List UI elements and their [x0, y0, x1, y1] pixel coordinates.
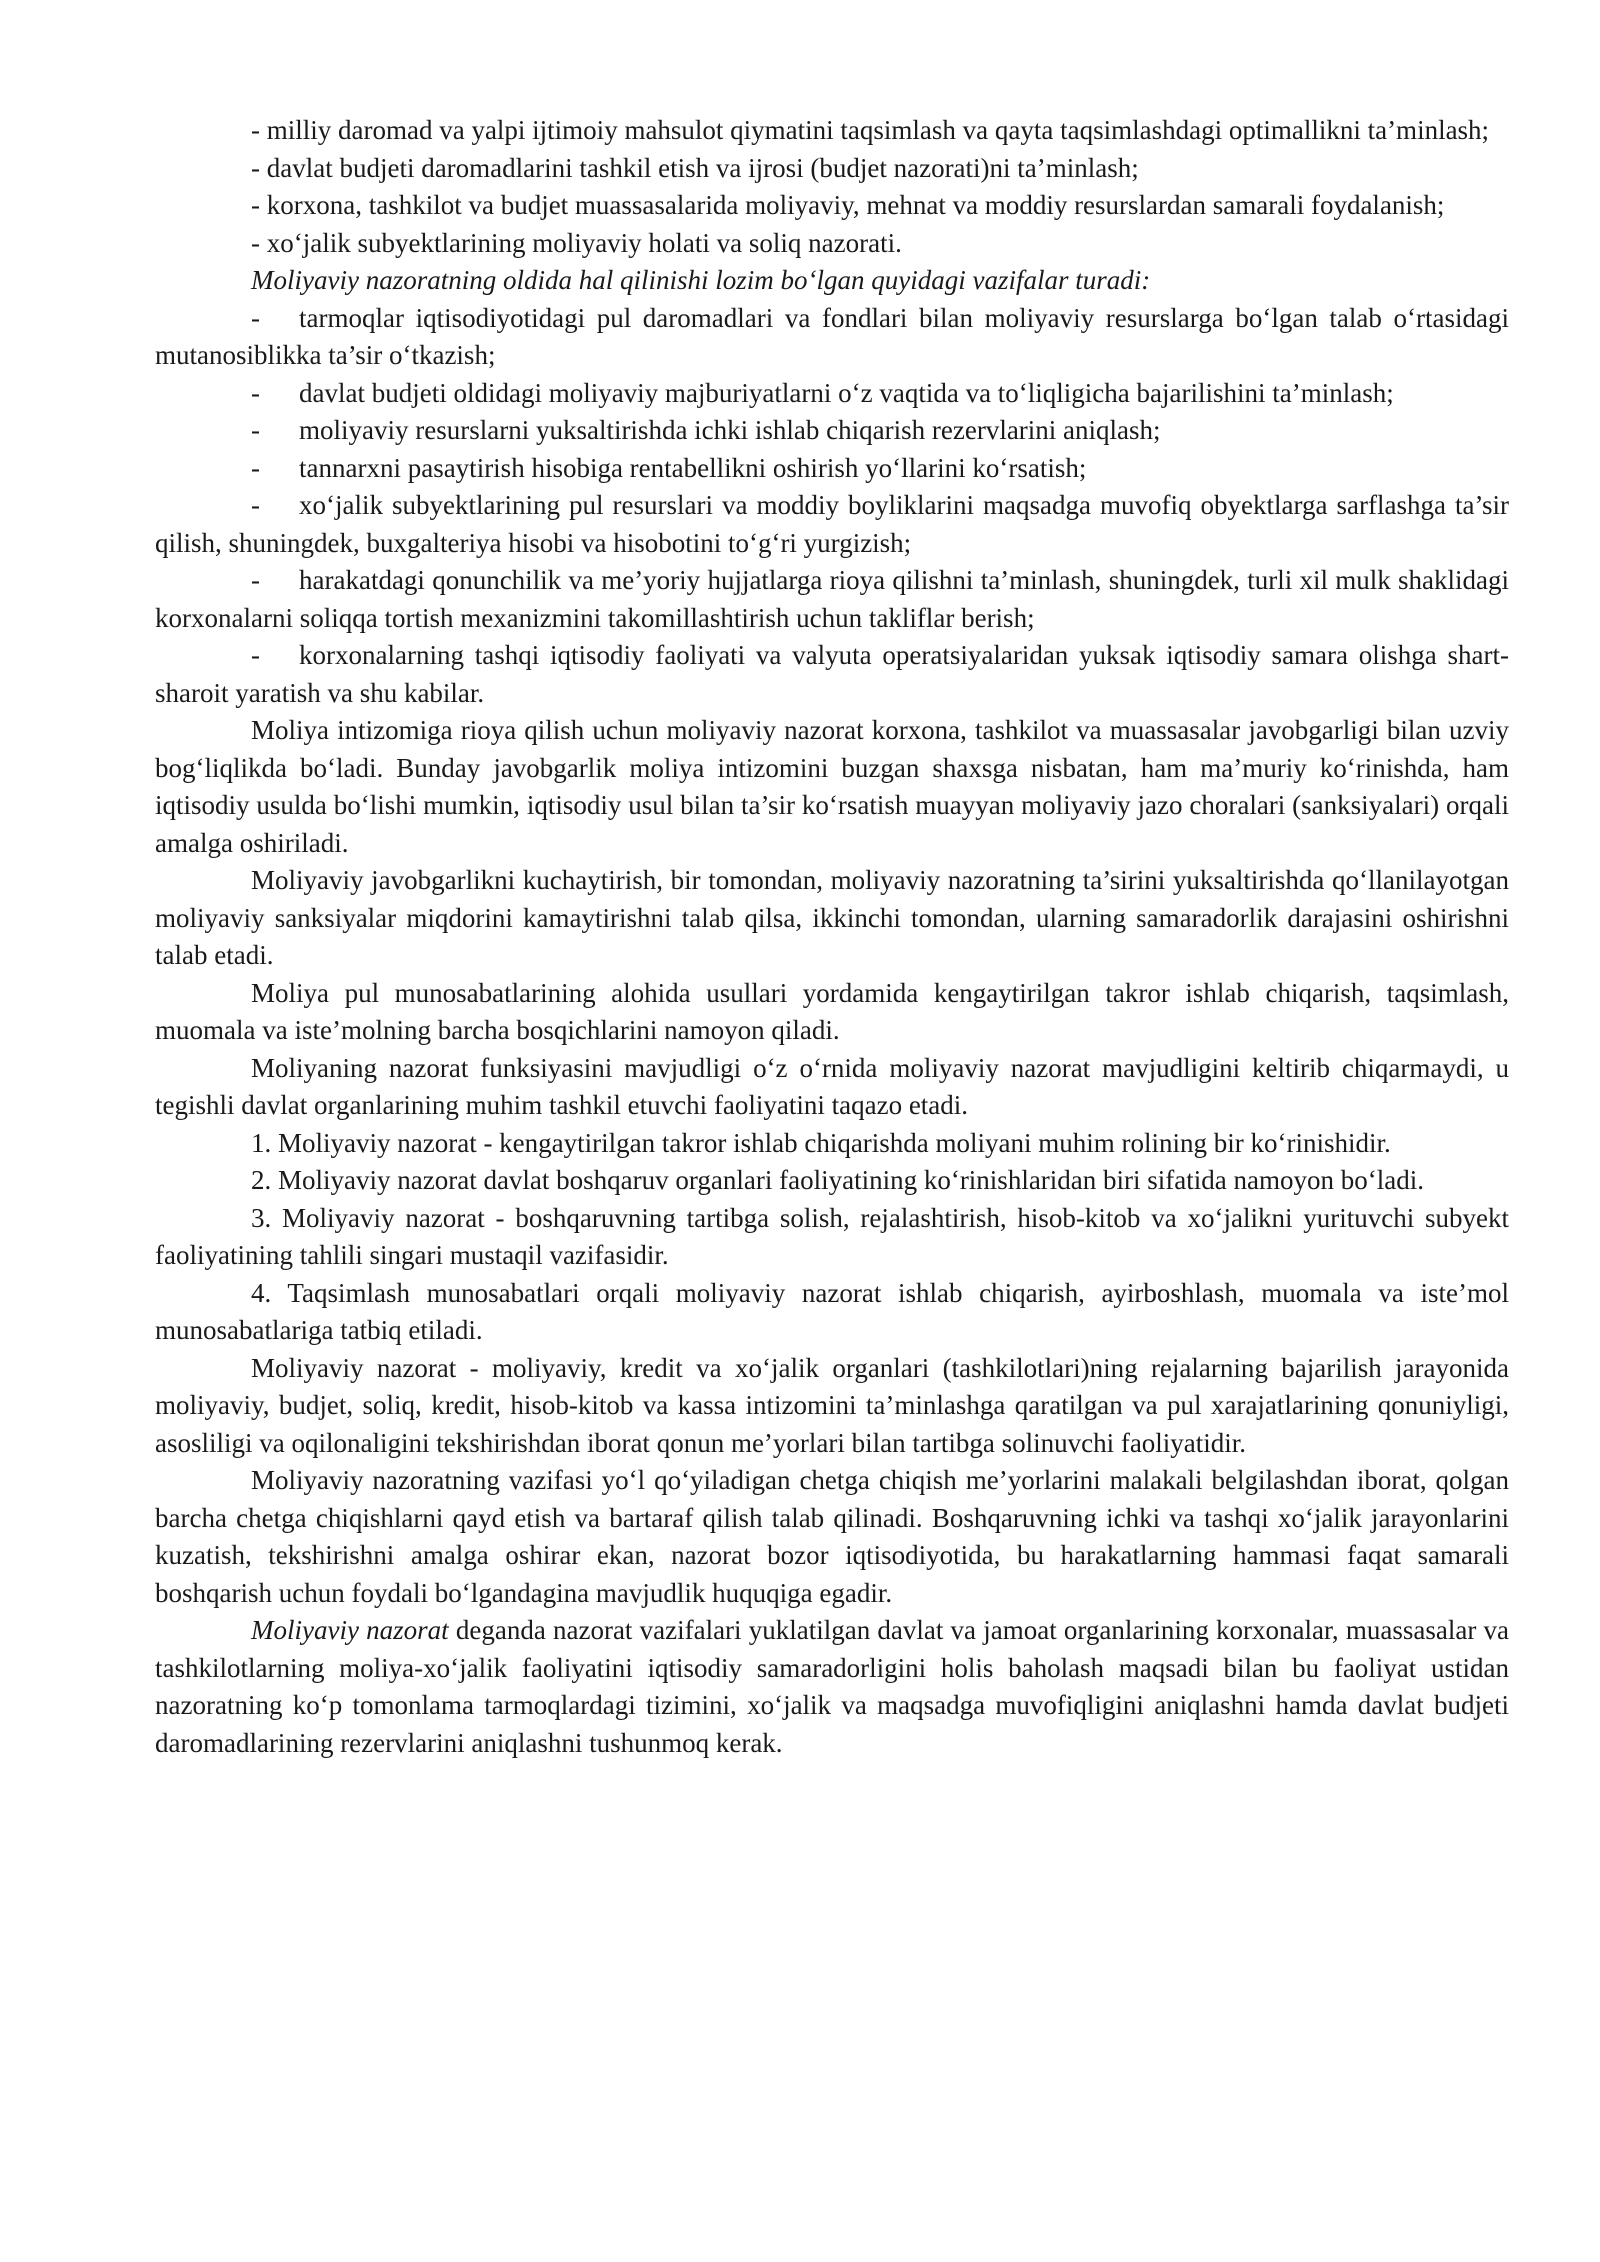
- paragraph-bullet-1: - milliy daromad va yalpi ijtimoiy mahsulot qiymatini taqsimlash va qayta taqsimlashdagi optimallikni ta’minlash;: [251, 115, 1490, 145]
- task-item-5: [155, 487, 1509, 562]
- paragraph-discipline: Moliya intizomiga rioya qilish uchun moliyaviy nazorat korxona, tashkilot va muassasalar javobgarligi bilan uzviy bog‘liqlikda bo‘ladi. Bunday javobgarlik moliya intizomini buzgan shaxsga nisbatan, ham ma’muriy ko‘rinishda, ham iqtisodiy usulda bo‘lishi mumkin, iqtisodiy usul bilan ta’sir ko‘rsatish muayyan moliyaviy jazo choralari (sanksiyalari) orqali amalga oshiriladi.: [155, 715, 1509, 858]
- dash-marker: -: [251, 640, 260, 670]
- term-lead: Moliyaviy nazorat: [251, 1615, 449, 1645]
- paragraph-bullet-3: - korxona, tashkilot va budjet muassasalarida moliyaviy, mehnat va moddiy resurslardan samarali foydalanish;: [251, 190, 1445, 220]
- paragraph-bullet-2: - davlat budjeti daromadlarini tashkil etish va ijrosi (budjet nazorati)ni ta’minlash;: [251, 152, 1139, 183]
- document-page: [155, 112, 1509, 1762]
- task-item-text: moliyaviy resurslarni yuksaltirishda ichki ishlab chiqarish rezervlarini aniqlash;: [299, 415, 1161, 445]
- paragraph-numbered-2: 2. Moliyaviy nazorat davlat boshqaruv organlari faoliyatining ko‘rinishlaridan biri sifatida namoyon bo‘ladi.: [251, 1165, 1424, 1195]
- dash-marker: -: [251, 415, 260, 445]
- task-item-text: xo‘jalik subyektlarining pul resurslari va moddiy boyliklarini maqsadga muvofiq obyektlarga sarflashga ta’sir qilish, shuningdek, buxgalteriya hisobi va hisobotini to‘g‘ri yurgizish;: [155, 490, 1509, 558]
- task-item-text: tannarxni pasaytirish hisobiga rentabellikni oshirish yo‘llarini ko‘rsatish;: [299, 452, 1087, 483]
- paragraph-liability: Moliyaviy javobgarlikni kuchaytirish, bir tomondan, moliyaviy nazoratning ta’sirini yuksaltirishda qo‘llanilayotgan moliyaviy sanksiyalar miqdorini kamaytirishni talab qilsa, ikkinchi tomondan, ularning samaradorlik darajasini oshirishni talab etadi.: [155, 865, 1509, 970]
- dash-marker: -: [251, 302, 260, 333]
- task-item-3: [155, 412, 1509, 450]
- dash-marker: -: [251, 452, 260, 483]
- dash-marker: -: [251, 377, 260, 408]
- paragraph-finance-relations: Moliya pul munosabatlarining alohida usullari yordamida kengaytirilgan takror ishlab chiqarish, taqsimlash, muomala va iste’molning barcha bosqichlarini namoyon qiladi.: [155, 977, 1509, 1045]
- task-item-6: [155, 562, 1509, 637]
- paragraph-numbered-1: 1. Moliyaviy nazorat - kengaytirilgan takror ishlab chiqarishda moliyani muhim rolining bir ko‘rinishidir.: [251, 1127, 1391, 1158]
- paragraph-numbered-3: 3. Moliyaviy nazorat - boshqaruvning tartibga solish, rejalashtirish, hisob-kitob va xo‘jalikni yurituvchi subyekt faoliyatining tahlili singari mustaqil vazifasidir.: [155, 1202, 1509, 1270]
- task-item-7: [155, 637, 1509, 712]
- task-item-text: davlat budjeti oldidagi moliyaviy majburiyatlarni o‘z vaqtida va to‘liqligicha bajarilishini ta’minlash;: [299, 377, 1394, 408]
- task-item-2: [155, 375, 1509, 413]
- paragraph-numbered-4: 4. Taqsimlash munosabatlari orqali moliyaviy nazorat ishlab chiqarish, ayirboshlash, muomala va iste’mol munosabatlariga tatbiq etiladi.: [155, 1277, 1509, 1345]
- conclusion-text: deganda nazorat vazifalari yuklatilgan davlat va jamoat organlarining korxonalar, muassasalar va tashkilotlarning moliya-xo‘jalik faoliyatini iqtisodiy samaradorligini holis baholash maqsadi bilan bu faoliyat ustidan nazoratning ko‘p tomonlama tarmoqlardagi tizimini, xo‘jalik va maqsadga muvofiqligini aniqlashni hamda davlat budjeti daromadlarining rezervlarini aniqlashni tushunmoq kerak.: [155, 1615, 1509, 1758]
- task-item-4: [155, 450, 1509, 488]
- paragraph-conclusion: [155, 1612, 1509, 1762]
- paragraph-tasks-heading: Moliyaviy nazoratning oldida hal qilinishi lozim bo‘lgan quyidagi vazifalar turadi:: [251, 265, 1151, 295]
- paragraph-bullet-4: - xo‘jalik subyektlarining moliyaviy holati va soliq nazorati.: [251, 227, 902, 258]
- dash-marker: -: [251, 490, 260, 520]
- dash-marker: -: [251, 565, 260, 595]
- task-item-text: harakatdagi qonunchilik va me’yoriy hujjatlarga rioya qilishni ta’minlash, shuningdek, turli xil mulk shaklidagi korxonalarni soliqqa tortish mexanizmini takomillashtirish uchun takliflar berish;: [155, 565, 1509, 633]
- task-item-text: korxonalarning tashqi iqtisodiy faoliyati va valyuta operatsiyalaridan yuksak iqtisodiy samara olishga shart-sharoit yaratish va shu kabilar.: [155, 640, 1509, 708]
- paragraph-control-function: Moliyaning nazorat funksiyasini mavjudligi o‘z o‘rnida moliyaviy nazorat mavjudligini keltirib chiqarmaydi, u tegishli davlat organlarining muhim tashkil etuvchi faoliyatini taqazo etadi.: [155, 1052, 1509, 1120]
- paragraph-definition: Moliyaviy nazorat - moliyaviy, kredit va xo‘jalik organlari (tashkilotlari)ning rejalarning bajarilish jarayonida moliyaviy, budjet, soliq, kredit, hisob-kitob va kassa intizomini ta’minlashga qaratilgan va pul xarajatlarining qonuniyligi, asosliligi va oqilonaligini tekshirishdan iborat qonun me’yorlari bilan tartibga solinuvchi faoliyatidir.: [155, 1352, 1509, 1458]
- paragraph-task-purpose: Moliyaviy nazoratning vazifasi yo‘l qo‘yiladigan chetga chiqish me’yorlarini malakali belgilashdan iborat, qolgan barcha chetga chiqishlarni qayd etish va bartaraf qilish talab qilinadi. Boshqaruvning ichki va tashqi xo‘jalik jarayonlarini kuzatish, tekshirishni amalga oshirar ekan, nazorat bozor iqtisodiyotida, bu harakatlarning hammasi faqat samarali boshqarish uchun foydali bo‘lgandagina mavjudlik huquqiga egadir.: [155, 1465, 1509, 1608]
- task-item-text: tarmoqlar iqtisodiyotidagi pul daromadlari va fondlari bilan moliyaviy resurslarga bo‘lgan talab o‘rtasidagi mutanosiblikka ta’sir o‘tkazish;: [155, 302, 1509, 370]
- task-item-1: [155, 300, 1509, 375]
